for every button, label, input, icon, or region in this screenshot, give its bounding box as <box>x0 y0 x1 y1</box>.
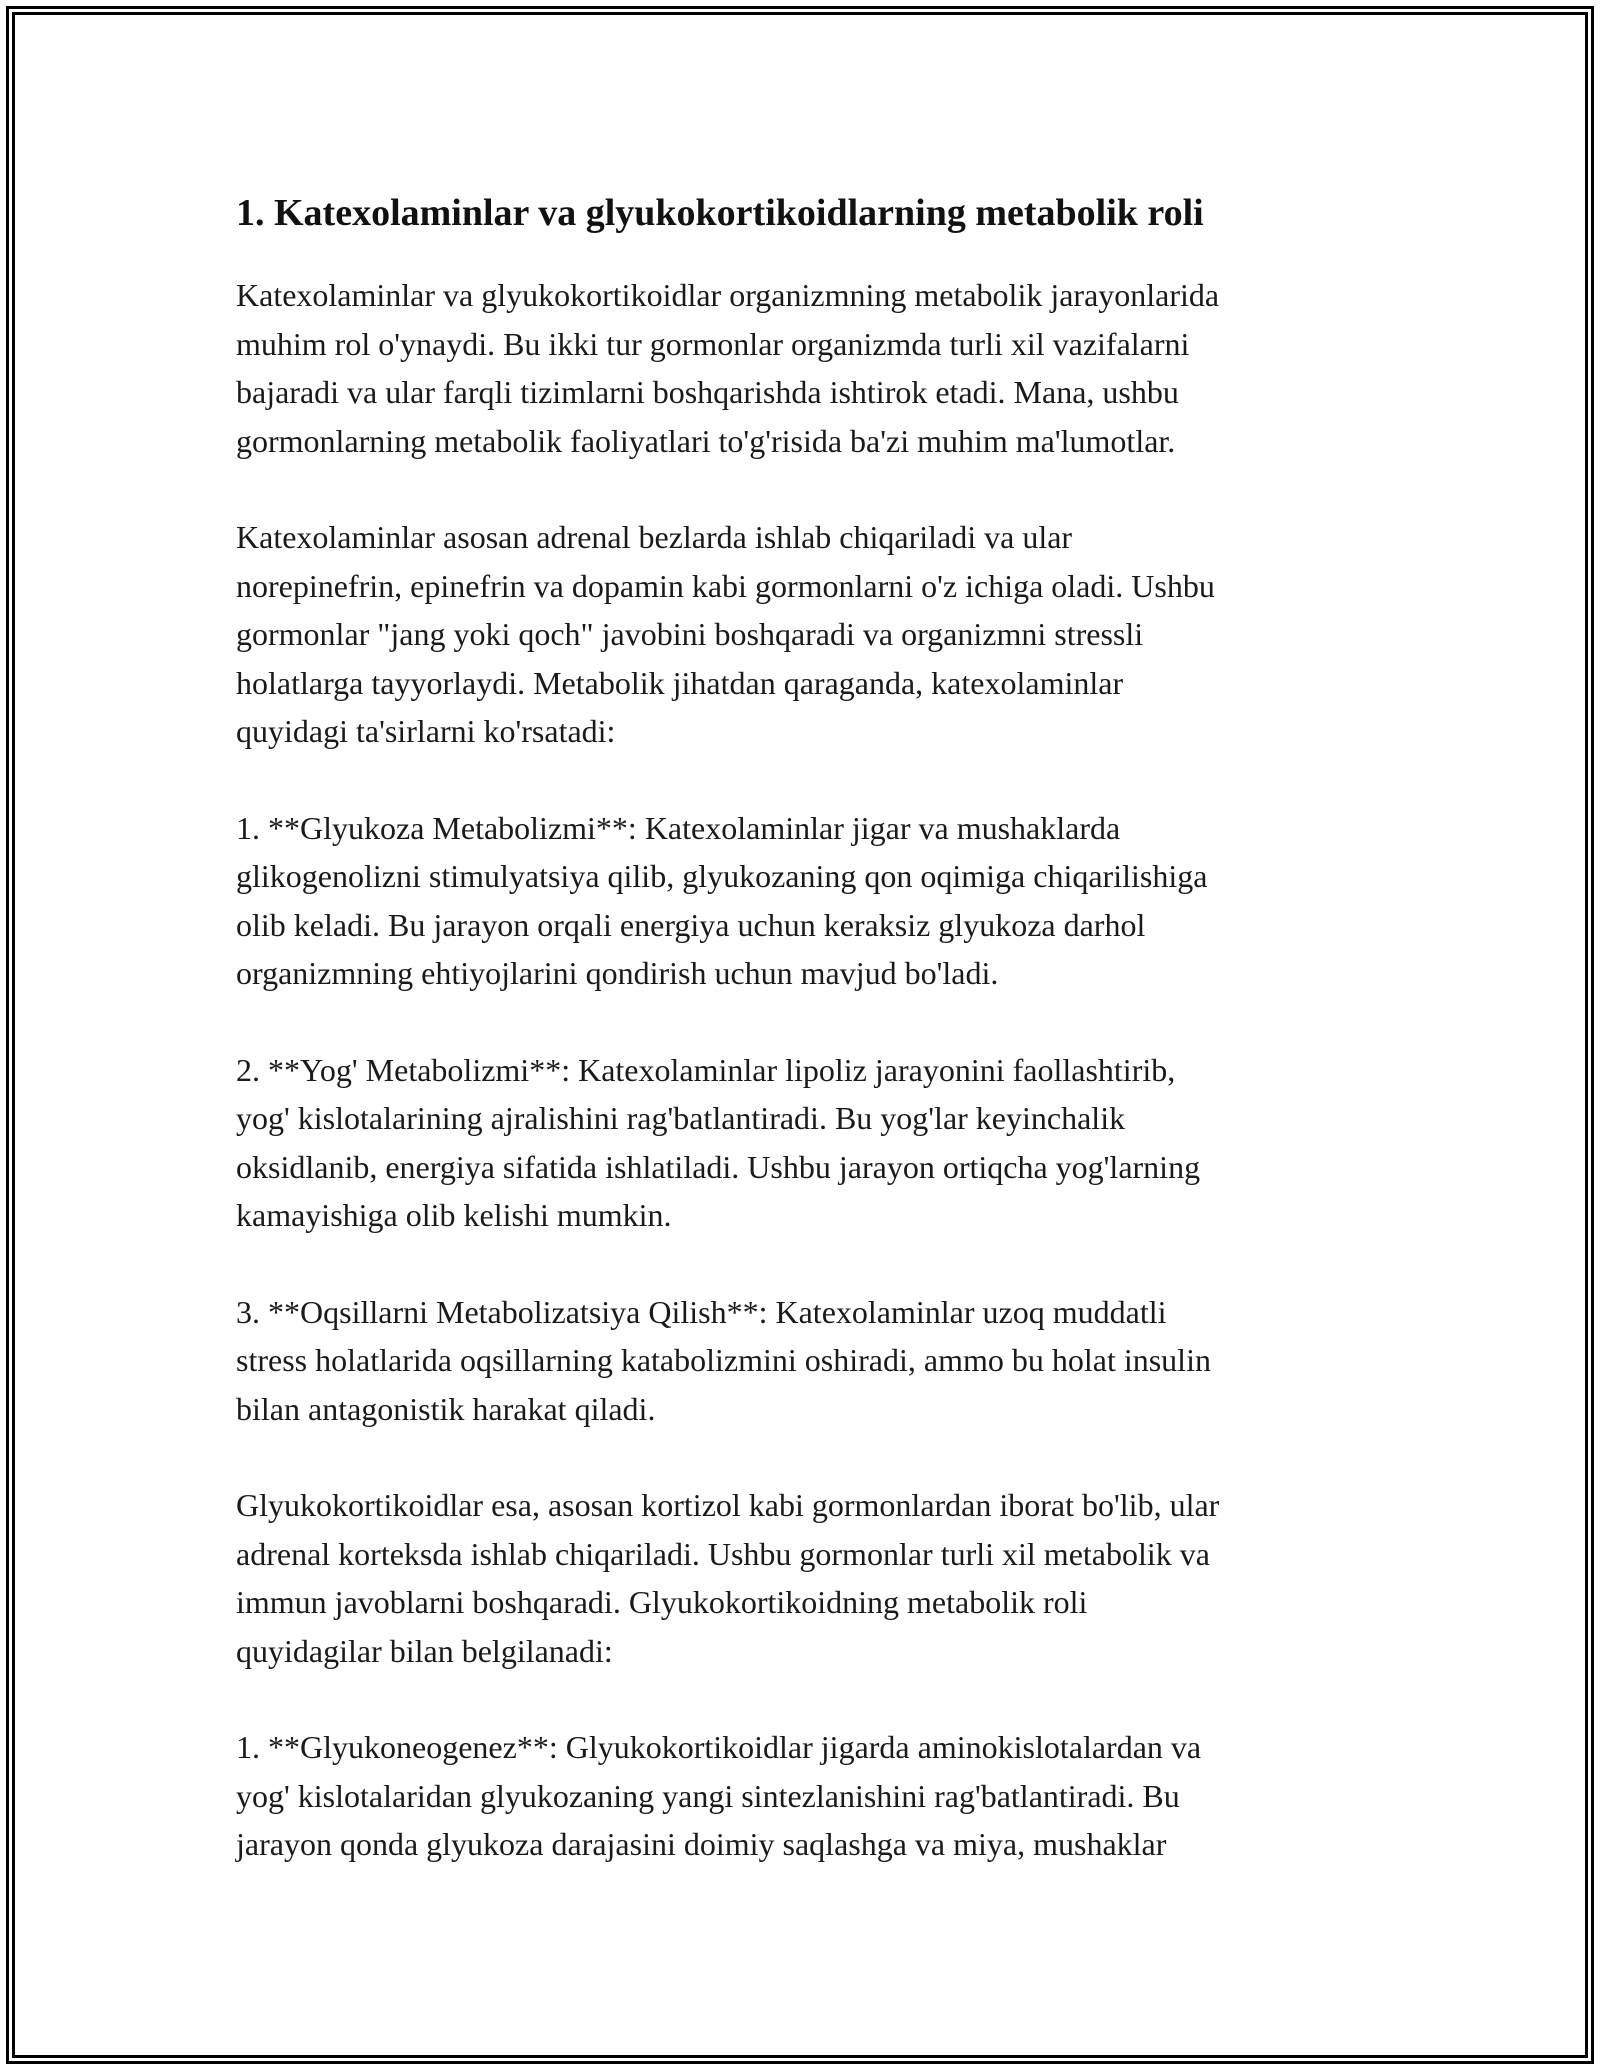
list-item-fat-metabolism: 2. **Yog' Metabolizmi**: Katexolaminlar lipoliz jarayonini faollashtirib, yog' kislotalarining ajralishini rag'batlantiradi. Bu yog'lar keyinchalik oksidlanib, energiya sifatida ishlatiladi. Ushbu jarayon ortiqcha yog'larning kamayishiga olib kelishi mumkin. <box>236 1051 1201 1233</box>
paragraph-glucocorticoids: Glyukokortikoidlar esa, asosan kortizol kabi gormonlardan iborat bo'lib, ular adrenal korteksda ishlab chiqariladi. Ushbu gormonlar turli xil metabolik va immun javoblarni boshqaradi. Glyukokortikoidning metabolik roli quyidagilar bilan belgilanadi: <box>236 1487 1220 1669</box>
list-item-protein-metabolism: 3. **Oqsillarni Metabolizatsiya Qilish**: Katexolaminlar uzoq muddatli stress holatlarida oqsillarning katabolizmini oshiradi, ammo bu holat insulin bilan antagonistik harakat qiladi. <box>236 1293 1211 1427</box>
document-body <box>236 187 1396 1869</box>
list-item-glucose-metabolism: 1. **Glyukoza Metabolizmi**: Katexolaminlar jigar va mushaklarda glikogenolizni stimulyatsiya qilib, glyukozaning qon oqimiga chiqarilishiga olib keladi. Bu jarayon orqali energiya uchun keraksiz glyukoza darhol organizmning ehtiyojlarini qondirish uchun mavjud bo'ladi. <box>236 809 1208 991</box>
paragraph-intro: Katexolaminlar va glyukokortikoidlar organizmning metabolik jarayonlarida muhim rol o'ynaydi. Bu ikki tur gormonlar organizmda turli xil vazifalarni bajaradi va ular farqli tizimlarni boshqarishda ishtirok etadi. Mana, ushbu gormonlarning metabolik faoliyatlari to'g'risida ba'zi muhim ma'lumotlar. <box>236 277 1220 459</box>
paragraph-catecholamines: Katexolaminlar asosan adrenal bezlarda ishlab chiqariladi va ular norepinefrin, epinefrin va dopamin kabi gormonlarni o'z ichiga oladi. Ushbu gormonlar "jang yoki qoch" javobini boshqaradi va organizmni stressli holatlarga tayyorlaydi. Metabolik jihatdan qaraganda, katexolaminlar quyidagi ta'sirlarni ko'rsatadi: <box>236 519 1215 749</box>
document-title: 1. Katexolaminlar va glyukokortikoidlarning metabolik roli <box>236 192 1204 234</box>
list-item-gluconeogenesis: 1. **Glyukoneogenez**: Glyukokortikoidlar jigarda aminokislotalardan va yog' kislotalaridan glyukozaning yangi sintezlanishini rag'batlantiradi. Bu jarayon qonda glyukoza darajasini doimiy saqlashga va miya, mushaklar <box>236 1729 1202 1862</box>
